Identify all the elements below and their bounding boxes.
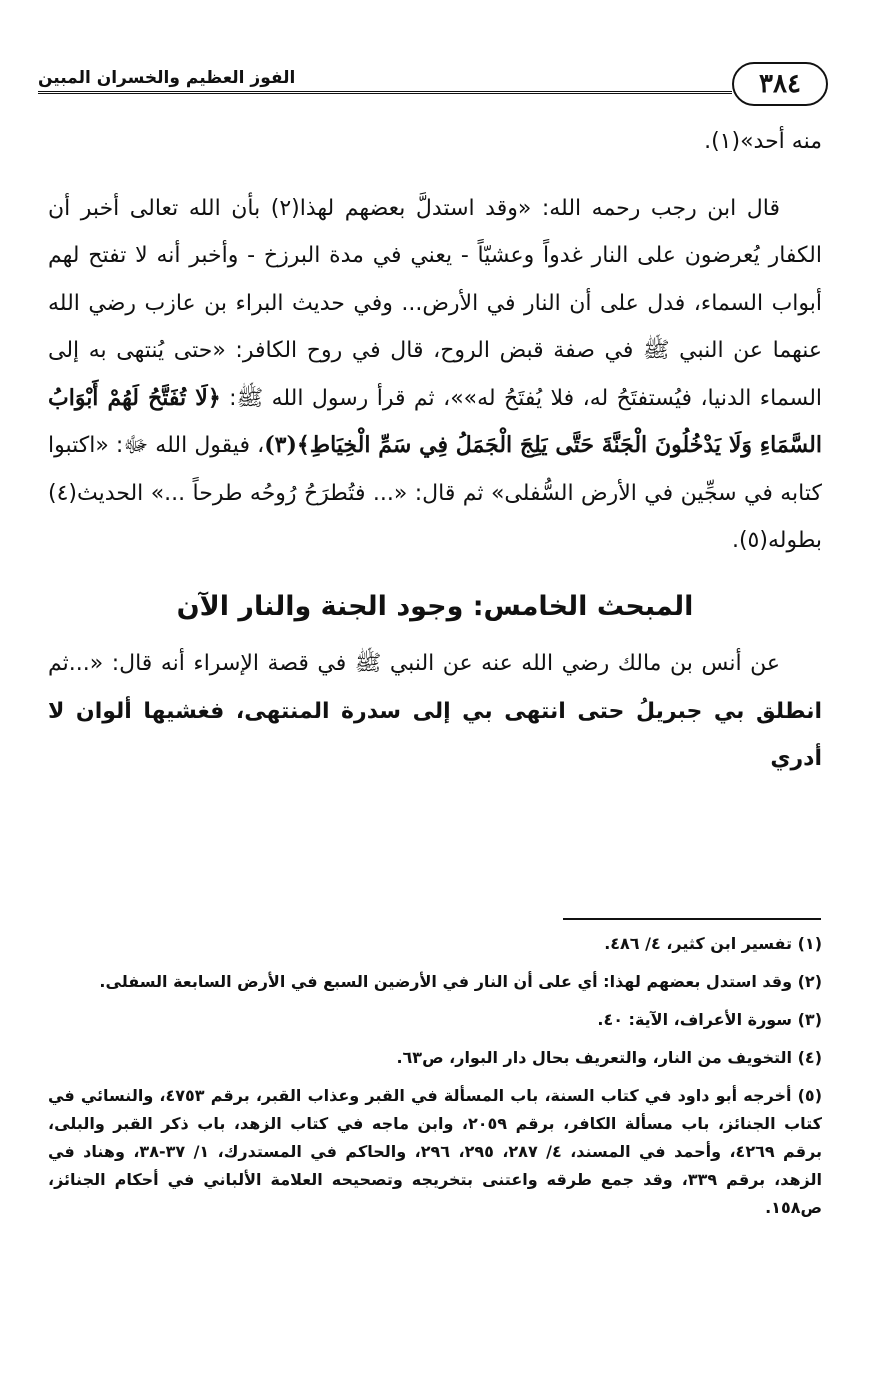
paragraph-text: قال ابن رجب رحمه الله: «وقد استدلَّ بعضهم لهذا(٢) بأن الله تعالى أخبر أن الكفار يُعرضون على النار غدواً وعشيّاً - يعني في مدة البرزخ - وأخبر أنه لا تفتح لهم أبواب السماء، فدل على أن النار في الأرض... وفي حديث البراء بن عازب رضي الله عنهما عن النبي ﷺ في صفة قبض الروح، قال في روح الكافر: «حتى يُنتهى به إلى السماء الدنيا، فيُستفتَحُ له، فلا يُفتَحُ له»»، ثم قرأ رسول الله ﷺ:	[48, 195, 823, 411]
continued-line: منه أحد»(١).	[704, 129, 822, 154]
paragraph-text-end: ، فيقول الله ﷻ: «اكتبوا كتابه في سجِّين في الأرض السُّفلى» ثم قال: «... فتُطرَحُ رُوحُه طرحاً ...» الحديث(٤) بطوله(٥).	[48, 433, 822, 553]
paragraph-anas	[48, 640, 822, 783]
footnote-rule	[563, 918, 821, 920]
quran-verse: ﴿لَا تُفَتَّحُ لَهُمْ أَبْوَابُ السَّمَاءِ وَلَا يَدْخُلُونَ الْجَنَّةَ حَتَّى يَلِجَ الْجَمَلُ فِي سَمِّ الْخِيَاطِ﴾(٣)	[48, 384, 822, 458]
hadith-text: انطلق بي جبريلُ حتى انتهى بي إلى سدرة المنتهى، فغشيها ألوان لا أدري	[48, 698, 822, 771]
footnote-2: (٢) وقد استدل بعضهم لهذا: أي على أن النار في الأرضين السبع في الأرض السابعة السفلى.	[99, 972, 822, 991]
footnote-3: (٣) سورة الأعراف، الآية: ٤٠.	[597, 1010, 822, 1029]
header-rule	[38, 91, 732, 94]
section-title: المبحث الخامس: وجود الجنة والنار الآن	[176, 590, 694, 622]
running-title: الفوز العظيم والخسران المبين	[38, 68, 296, 88]
page-header	[38, 62, 828, 108]
footnote-1: (١) تفسير ابن كثير، ٤/ ٤٨٦.	[604, 934, 822, 953]
paragraph-ibn-rajab	[48, 185, 822, 565]
body-text	[48, 118, 822, 783]
footnotes	[48, 930, 822, 1222]
footnote-5: (٥) أخرجه أبو داود في كتاب السنة، باب المسألة في القبر وعذاب القبر، برقم ٤٧٥٣، والنسائي في كتاب الجنائز، باب مسألة الكافر، برقم ٢٠٥٩، وابن ماجه في كتاب الزهد، باب ذكر القبر والبلى، برقم ٤٢٦٩، وأحمد في المسند، ٤/ ٢٨٧، ٢٩٥، ٢٩٦، والحاكم في المستدرك، ١/ ٣٧-٣٨، وهناد في الزهد، برقم ٣٣٩، وقد جمع طرقه واعتنى بتخريجه وتصحيحه العلامة الألباني في أحكام الجنائز، ص١٥٨.	[48, 1086, 823, 1217]
page-number: ٣٨٤	[732, 62, 828, 106]
hadith-intro: عن أنس بن مالك رضي الله عنه عن النبي ﷺ في قصة الإسراء أنه قال: «...ثم	[48, 651, 780, 676]
footnote-4: (٤) التخويف من النار، والتعريف بحال دار البوار، ص٦٣.	[396, 1048, 822, 1067]
